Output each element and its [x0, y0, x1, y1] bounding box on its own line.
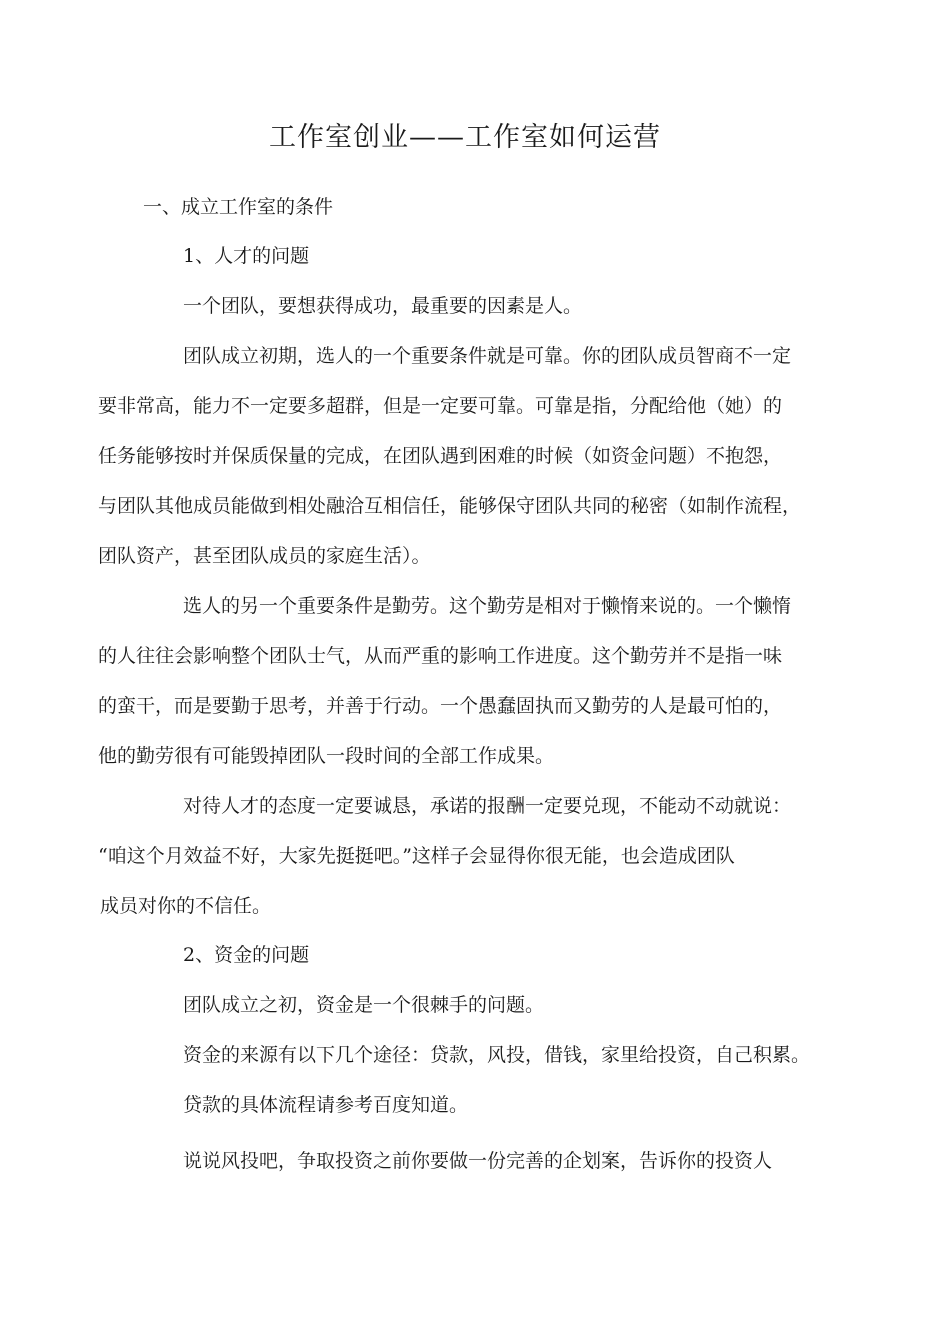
paragraph-line: 的蛮干，而是要勤于思考，并善于行动。一个愚蠢固执而又勤劳的人是最可怕的， — [98, 695, 783, 717]
paragraph-line: 团队资产，甚至团队成员的家庭生活）。 — [98, 545, 431, 567]
paragraph-line: 资金的来源有以下几个途径：贷款，风投，借钱，家里给投资，自己积累。 — [183, 1044, 811, 1066]
paragraph-line: 一个团队，要想获得成功，最重要的因素是人。 — [183, 295, 583, 317]
paragraph-line: “咱这个月效益不好，大家先挺挺吧。”这样子会显得你很无能，也会造成团队 — [98, 845, 735, 867]
paragraph-line: 贷款的具体流程请参考百度知道。 — [183, 1094, 469, 1116]
paragraph-line: 说说风投吧，争取投资之前你要做一份完善的企划案，告诉你的投资人 — [183, 1150, 773, 1172]
paragraph-line: 任务能够按时并保质保量的完成，在团队遇到困难的时候（如资金问题）不抱怨， — [98, 445, 783, 467]
paragraph-line: 成员对你的不信任。 — [100, 895, 272, 917]
paragraph-line: 选人的另一个重要条件是勤劳。这个勤劳是相对于懒惰来说的。一个懒惰 — [183, 595, 792, 617]
paragraph-line: 的人往往会影响整个团队士气，从而严重的影响工作进度。这个勤劳并不是指一味 — [98, 645, 783, 667]
section-heading: 一、成立工作室的条件 — [143, 196, 334, 218]
paragraph-line: 团队成立之初，资金是一个很棘手的问题。 — [183, 994, 545, 1016]
paragraph-line: 团队成立初期，选人的一个重要条件就是可靠。你的团队成员智商不一定 — [183, 345, 792, 367]
paragraph-line: 要非常高，能力不一定要多超群，但是一定要可靠。可靠是指，分配给他（她）的 — [98, 395, 783, 417]
paragraph-line: 他的勤劳很有可能毁掉团队一段时间的全部工作成果。 — [98, 745, 555, 767]
subsection-heading-funding: 2、资金的问题 — [183, 944, 310, 966]
subsection-heading-talent: 1、人才的问题 — [183, 245, 310, 267]
paragraph-line: 对待人才的态度一定要诚恳，承诺的报酬一定要兑现，不能动不动就说： — [183, 795, 792, 817]
document-title: 工作室创业——工作室如何运营 — [269, 122, 661, 153]
paragraph-line: 与团队其他成员能做到相处融洽互相信任，能够保守团队共同的秘密（如制作流程， — [98, 495, 802, 517]
